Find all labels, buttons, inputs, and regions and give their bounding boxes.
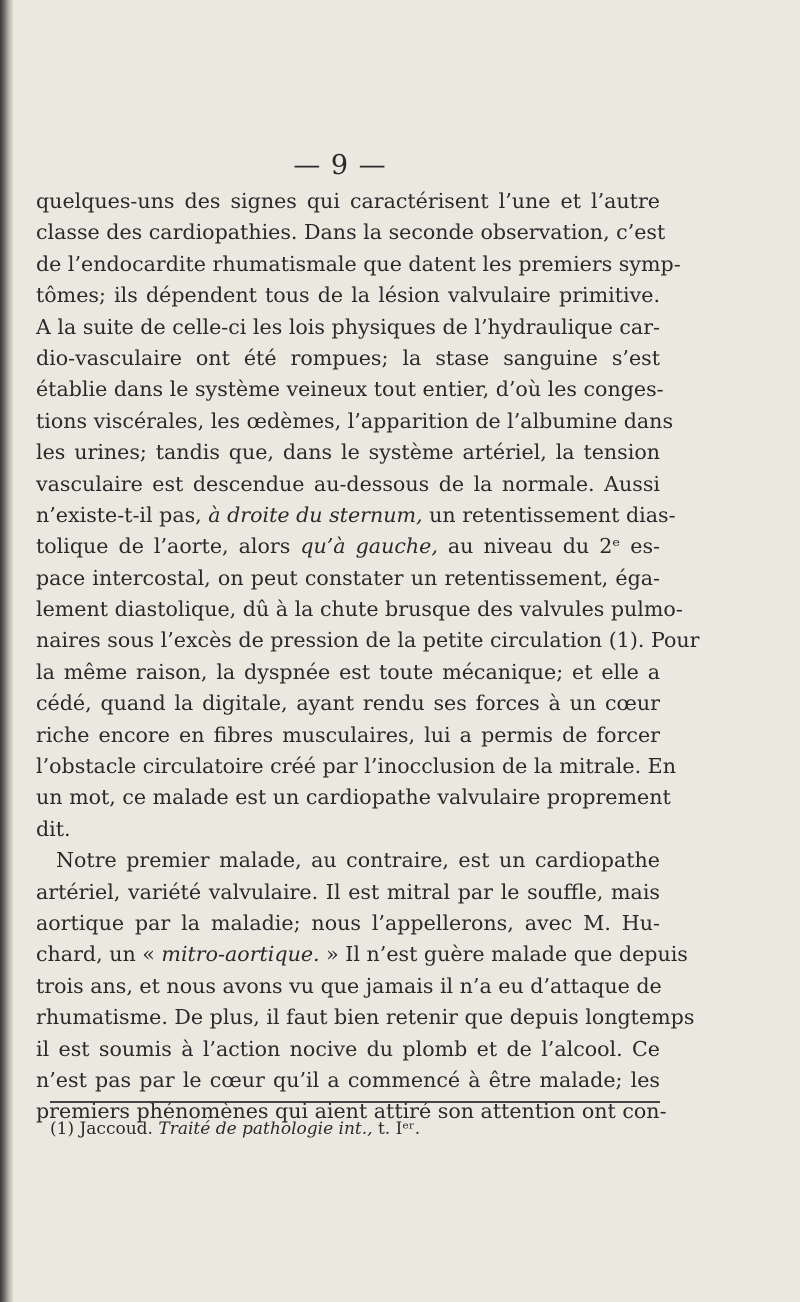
text-span: n’existe-t-il pas, <box>36 502 202 527</box>
text-line: naires sous l’excès de pression de la petite circulation (1). Pour <box>36 628 700 653</box>
paragraph-first-line: Notre premier malade, au contraire, est un cardiopathe <box>56 848 660 873</box>
text-line: classe des cardiopathies. Dans la seconde observation, c’est <box>36 220 666 245</box>
text-line: un mot, ce malade est un cardiopathe valvulaire proprement <box>36 785 671 810</box>
text-span: un retentissement dias- <box>429 502 676 527</box>
text-line: les urines; tandis que, dans le système artériel, la tension <box>36 440 660 465</box>
italic-phrase: qu’à gauche, <box>300 534 438 559</box>
text-line: n’est pas par le cœur qu’il a commencé à être malade; les <box>36 1067 660 1092</box>
text-line <box>36 939 688 970</box>
page-number: — 9 — <box>293 150 387 181</box>
text-line: tômes; ils dépendent tous de la lésion valvulaire primitive. <box>36 283 660 308</box>
text-line: rhumatisme. De plus, il faut bien retenir que depuis longtemps <box>36 1005 695 1030</box>
text-line <box>36 500 676 531</box>
text-line: dio-vasculaire ont été rompues; la stase sanguine s’est <box>36 345 660 370</box>
text-span: tolique de l’aorte, alors <box>36 534 291 559</box>
text-line: riche encore en fibres musculaires, lui a permis de forcer <box>36 722 660 747</box>
text-line: lement diastolique, dû à la chute brusque des valvules pulmo- <box>36 597 683 622</box>
text-line <box>36 531 660 562</box>
text-line: trois ans, et nous avons vu que jamais il n’a eu d’attaque de <box>36 973 662 998</box>
text-line: A la suite de celle-ci les lois physiques de l’hydraulique car- <box>36 314 660 339</box>
text-line: il est soumis à l’action nocive du plomb et de l’alcool. Ce <box>36 1036 660 1061</box>
text-span: au niveau du 2ᵉ es- <box>447 534 661 559</box>
page-binding-edge <box>0 0 14 1302</box>
footnote-volume: t. Iᵉʳ. <box>377 1119 421 1139</box>
italic-phrase: à droite du sternum, <box>208 502 423 527</box>
text-line: l’obstacle circulatoire créé par l’inocclusion de la mitrale. En <box>36 754 676 779</box>
text-line: cédé, quand la digitale, ayant rendu ses forces à un cœur <box>36 691 660 716</box>
text-line: premiers phénomènes qui aient attiré son attention ont con- <box>36 1099 667 1124</box>
text-span: chard, un « <box>36 942 155 967</box>
text-line: pace intercostal, on peut constater un retentissement, éga- <box>36 565 660 590</box>
text-line: tions viscérales, les œdèmes, l’apparition de l’albumine dans <box>36 408 674 433</box>
text-span: » Il n’est guère malade que depuis <box>326 942 688 967</box>
text-line: vasculaire est descendue au-dessous de la normale. Aussi <box>36 471 660 496</box>
text-line: aortique par la maladie; nous l’appellerons, avec M. Hu- <box>36 910 660 935</box>
text-line: dit. <box>36 816 71 841</box>
footnote <box>50 1118 660 1140</box>
text-line: quelques-uns des signes qui caractérisent l’une et l’autre <box>36 189 660 213</box>
text-line: de l’endocardite rhumatismale que datent les premiers symp- <box>36 251 681 276</box>
text-line: la même raison, la dyspnée est toute mécanique; et elle a <box>36 659 660 684</box>
footnote-divider <box>50 1101 660 1103</box>
italic-phrase: mitro-aortique. <box>161 942 320 967</box>
text-line: artériel, variété valvulaire. Il est mitral par le souffle, mais <box>36 879 660 904</box>
footnote-title: Traité de pathologie int., <box>158 1119 373 1139</box>
body-text <box>36 186 700 1128</box>
text-line: établie dans le système veineux tout entier, d’où les conges- <box>36 377 664 402</box>
footnote-author: (1) Jaccoud. <box>50 1119 153 1139</box>
